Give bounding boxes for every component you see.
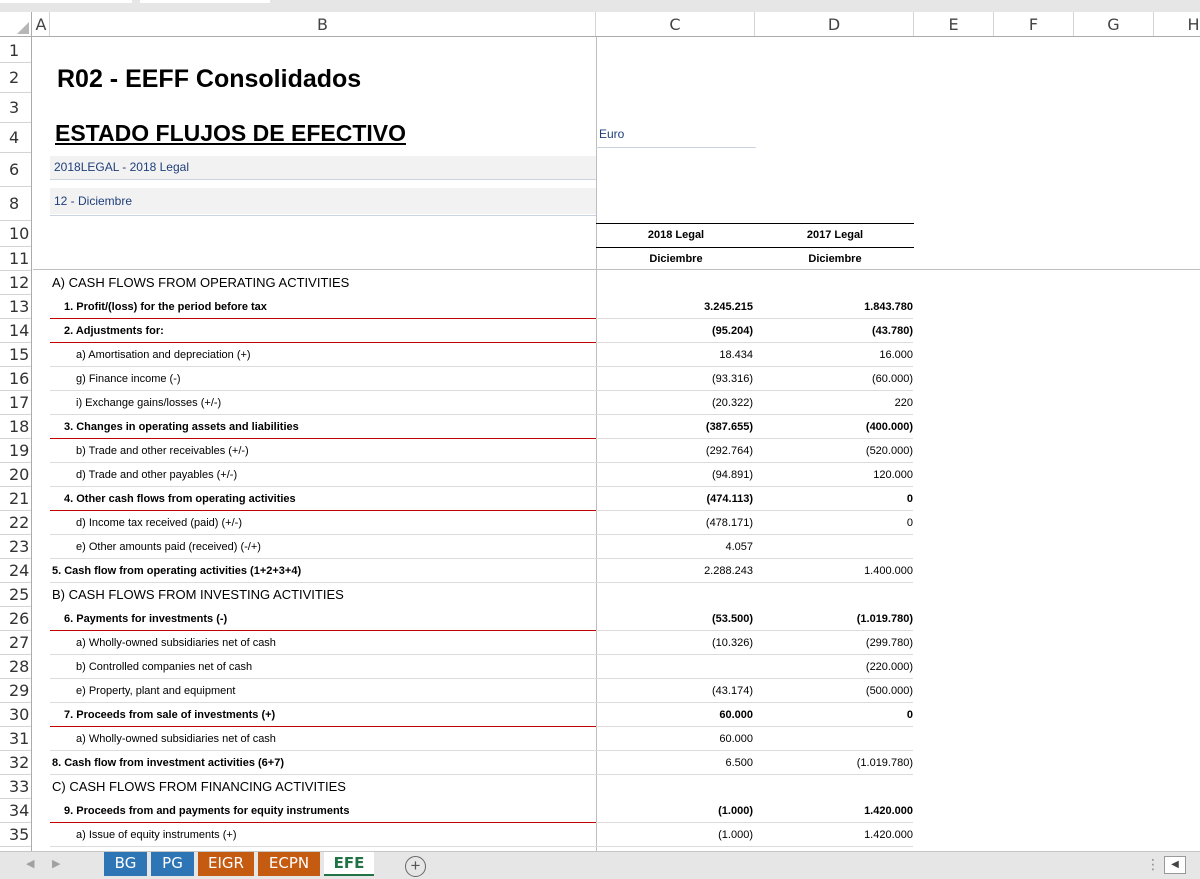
value-2018[interactable]: (387.655) (705, 421, 753, 433)
row-header[interactable]: 17 (9, 393, 30, 412)
table-row (50, 679, 914, 703)
column-header-g[interactable]: G (1074, 12, 1154, 36)
row-header[interactable]: 23 (9, 537, 30, 556)
col1-header-sub: Diciembre (649, 253, 703, 265)
row-header[interactable]: 15 (9, 345, 30, 364)
table-row (50, 607, 914, 631)
row-header[interactable]: 31 (9, 729, 30, 748)
value-2018[interactable] (596, 583, 753, 607)
select-all-button[interactable] (0, 12, 32, 36)
value-2017[interactable] (755, 727, 913, 751)
value-2018[interactable]: (43.174) (712, 685, 753, 697)
value-2018[interactable]: (10.326) (712, 637, 753, 649)
value-2017[interactable]: (220.000) (865, 661, 913, 673)
row-header[interactable]: 11 (9, 249, 30, 268)
ribbon-tab-strip (0, 0, 132, 3)
table-row (50, 823, 914, 847)
value-2017[interactable]: 1.420.000 (864, 805, 913, 817)
row-header[interactable]: 14 (9, 321, 30, 340)
row-header[interactable]: 19 (9, 441, 30, 460)
row-header[interactable]: 21 (9, 489, 30, 508)
value-2018[interactable]: (20.322) (712, 397, 753, 409)
value-2017[interactable]: 120.000 (873, 469, 913, 481)
column-header-a[interactable]: A (33, 12, 50, 36)
row-label[interactable]: a) Wholly-owned subsidiaries net of cash (76, 637, 276, 649)
table-row (50, 511, 914, 535)
row-divider (50, 846, 913, 847)
prev-sheet-icon[interactable]: ◀ (26, 858, 35, 870)
value-2018[interactable] (596, 775, 753, 799)
sheet-tab-eigr[interactable]: EIGR (198, 852, 254, 876)
col2-header-title: 2017 Legal (806, 229, 864, 241)
row-header[interactable]: 28 (9, 657, 30, 676)
row-header[interactable]: 26 (9, 609, 30, 628)
table-row (50, 271, 914, 295)
row-header[interactable]: 35 (9, 825, 30, 844)
value-2017[interactable]: 1.400.000 (864, 565, 913, 577)
value-2017[interactable]: 1.843.780 (864, 301, 913, 313)
row-label[interactable]: g) Finance income (-) (76, 373, 181, 385)
divider (50, 215, 596, 216)
table-row (50, 559, 914, 583)
worksheet-grid[interactable] (33, 37, 1200, 851)
row-label[interactable]: e) Property, plant and equipment (76, 685, 236, 697)
column-header-d[interactable]: D (755, 12, 914, 36)
currency-label[interactable]: Euro (599, 127, 625, 141)
row-header[interactable]: 8 (9, 194, 20, 213)
value-2017[interactable]: 0 (906, 709, 913, 721)
value-2017[interactable]: (60.000) (872, 373, 913, 385)
row-label[interactable]: 6. Payments for investments (-) (64, 613, 228, 625)
row-label[interactable]: i) Exchange gains/losses (+/-) (76, 397, 222, 409)
value-2018[interactable]: 4.057 (725, 541, 753, 553)
row-header[interactable]: 3 (9, 98, 20, 117)
column-header-b[interactable]: B (50, 12, 596, 36)
sheet-tab-pg[interactable]: PG (151, 852, 194, 876)
value-2018[interactable]: (474.113) (706, 493, 753, 505)
row-header[interactable]: 33 (9, 777, 30, 796)
row-header[interactable]: 20 (9, 465, 30, 484)
row-header[interactable]: 27 (9, 633, 30, 652)
row-header[interactable]: 34 (9, 801, 30, 820)
row-header[interactable]: 30 (9, 705, 30, 724)
value-2018[interactable]: 6.500 (725, 757, 753, 769)
column-header-e[interactable]: E (914, 12, 994, 36)
row-label[interactable]: 9. Proceeds from and payments for equity instruments (64, 805, 350, 817)
row-label[interactable]: A) CASH FLOWS FROM OPERATING ACTIVITIES (52, 275, 350, 290)
value-2017[interactable]: (43.780) (872, 325, 913, 337)
sheet-tab-bg[interactable]: BG (104, 852, 147, 876)
row-label[interactable]: 5. Cash flow from operating activities (1+2+3+4) (52, 565, 302, 577)
value-2018[interactable]: 18.434 (719, 349, 753, 361)
value-2018[interactable]: (478.171) (705, 517, 753, 529)
column-header-f[interactable]: F (994, 12, 1074, 36)
add-sheet-icon[interactable]: + (405, 856, 426, 877)
row-header[interactable]: 16 (9, 369, 30, 388)
sheet-tab-efe[interactable]: EFE (324, 852, 374, 876)
row-label[interactable]: 7. Proceeds from sale of investments (+) (64, 709, 276, 721)
value-2017[interactable]: 220 (894, 397, 913, 409)
value-2017[interactable] (755, 775, 913, 799)
value-2018[interactable] (596, 655, 753, 679)
value-2017[interactable]: 0 (906, 517, 913, 529)
column-header-bar (0, 12, 1200, 37)
col1-header-title: 2018 Legal (647, 229, 705, 241)
value-2018[interactable]: (1.000) (718, 805, 753, 817)
table-row (50, 727, 914, 751)
header-top-rule (596, 223, 914, 224)
row-label[interactable]: a) Wholly-owned subsidiaries net of cash (76, 733, 276, 745)
report-title: R02 - EEFF Consolidados (57, 65, 362, 93)
ribbon-edge (0, 0, 1200, 12)
row-header[interactable]: 29 (9, 681, 30, 700)
value-2017[interactable] (755, 271, 913, 295)
row-label[interactable]: 1. Profit/(loss) for the period before tax (64, 301, 267, 313)
table-row (50, 319, 914, 343)
value-2017[interactable]: (1.019.780) (856, 757, 913, 769)
table-row (50, 367, 914, 391)
column-header-h[interactable]: H (1154, 12, 1200, 36)
table-row (50, 583, 914, 607)
value-2018[interactable]: 3.245.215 (704, 301, 753, 313)
value-2018[interactable]: 2.288.243 (704, 565, 753, 577)
value-2018[interactable]: (94.891) (712, 469, 753, 481)
row-label[interactable]: b) Controlled companies net of cash (76, 661, 253, 673)
header-mid-rule (596, 247, 914, 248)
row-label[interactable]: C) CASH FLOWS FROM FINANCING ACTIVITIES (52, 779, 346, 794)
col2-header-sub: Diciembre (808, 253, 862, 265)
table-row (50, 751, 914, 775)
row-header[interactable]: 2 (9, 68, 20, 87)
row-header[interactable]: 32 (9, 753, 30, 772)
value-2017[interactable]: 1.420.000 (864, 829, 913, 841)
ribbon-tab-strip (140, 0, 270, 3)
divider (50, 179, 596, 180)
value-2018[interactable]: (53.500) (712, 613, 753, 625)
row-label[interactable]: 3. Changes in operating assets and liabilities (64, 421, 299, 433)
value-2017[interactable]: (400.000) (865, 421, 913, 433)
table-row (50, 775, 914, 799)
row-header[interactable]: 4 (9, 128, 20, 147)
divider (33, 269, 1200, 270)
value-2017[interactable]: 0 (906, 493, 913, 505)
value-2017[interactable]: (520.000) (865, 445, 913, 457)
scenario-filter[interactable]: 2018LEGAL - 2018 Legal (50, 156, 596, 179)
row-header[interactable]: 22 (9, 513, 30, 532)
period-filter[interactable]: 12 - Diciembre (50, 188, 596, 214)
table-row (50, 487, 914, 511)
value-2018[interactable] (596, 271, 753, 295)
row-header[interactable]: 10 (9, 224, 30, 243)
row-header[interactable]: 18 (9, 417, 30, 436)
value-2018[interactable]: (93.316) (712, 373, 753, 385)
row-divider (0, 846, 32, 847)
value-2018[interactable]: (1.000) (718, 829, 753, 841)
row-label[interactable]: e) Other amounts paid (received) (-/+) (76, 541, 261, 553)
value-2018[interactable]: (292.764) (705, 445, 753, 457)
scroll-left-icon[interactable]: ◀ (1164, 856, 1186, 874)
table-row (50, 343, 914, 367)
value-2018[interactable]: (95.204) (712, 325, 753, 337)
row-header[interactable]: 6 (9, 160, 20, 179)
row-label[interactable]: 4. Other cash flows from operating activities (64, 493, 296, 505)
row-label[interactable]: 2. Adjustments for: (64, 325, 164, 337)
row-header[interactable]: 13 (9, 297, 30, 316)
table-row (50, 415, 914, 439)
row-label[interactable]: b) Trade and other receivables (+/-) (76, 445, 249, 457)
table-row (50, 439, 914, 463)
table-row (50, 295, 914, 319)
value-2018[interactable]: 60.000 (719, 733, 753, 745)
value-2018[interactable]: 60.000 (719, 709, 753, 721)
table-row (50, 631, 914, 655)
row-label[interactable]: a) Amortisation and depreciation (+) (76, 349, 251, 361)
table-row (50, 463, 914, 487)
row-header[interactable]: 12 (9, 273, 30, 292)
table-row (50, 799, 914, 823)
row-header[interactable]: 24 (9, 561, 30, 580)
divider (596, 147, 756, 148)
options-icon[interactable]: ⋮ (1146, 856, 1160, 872)
row-header[interactable]: 1 (9, 41, 20, 60)
value-2017[interactable] (755, 535, 913, 559)
table-row (50, 703, 914, 727)
row-label[interactable]: B) CASH FLOWS FROM INVESTING ACTIVITIES (52, 587, 344, 602)
column-header-c[interactable]: C (596, 12, 755, 36)
row-label[interactable]: d) Trade and other payables (+/-) (76, 469, 238, 481)
row-header[interactable]: 25 (9, 585, 30, 604)
report-subtitle: ESTADO FLUJOS DE EFECTIVO (55, 120, 406, 146)
row-label[interactable]: a) Issue of equity instruments (+) (76, 829, 237, 841)
sheet-tab-ecpn[interactable]: ECPN (258, 852, 320, 876)
next-sheet-icon[interactable]: ▶ (52, 858, 61, 870)
value-2017[interactable]: (1.019.780) (856, 613, 913, 625)
value-2017[interactable]: (500.000) (865, 685, 913, 697)
sheet-tab-bar (0, 851, 1200, 879)
table-row (50, 535, 914, 559)
table-row (50, 391, 914, 415)
value-2017[interactable]: 16.000 (879, 349, 913, 361)
row-label[interactable]: d) Income tax received (paid) (+/-) (76, 517, 242, 529)
table-row (50, 655, 914, 679)
value-2017[interactable]: (299.780) (865, 637, 913, 649)
value-2017[interactable] (755, 583, 913, 607)
row-header-bar (0, 37, 32, 851)
row-label[interactable]: 8. Cash flow from investment activities (6+7) (52, 757, 284, 769)
